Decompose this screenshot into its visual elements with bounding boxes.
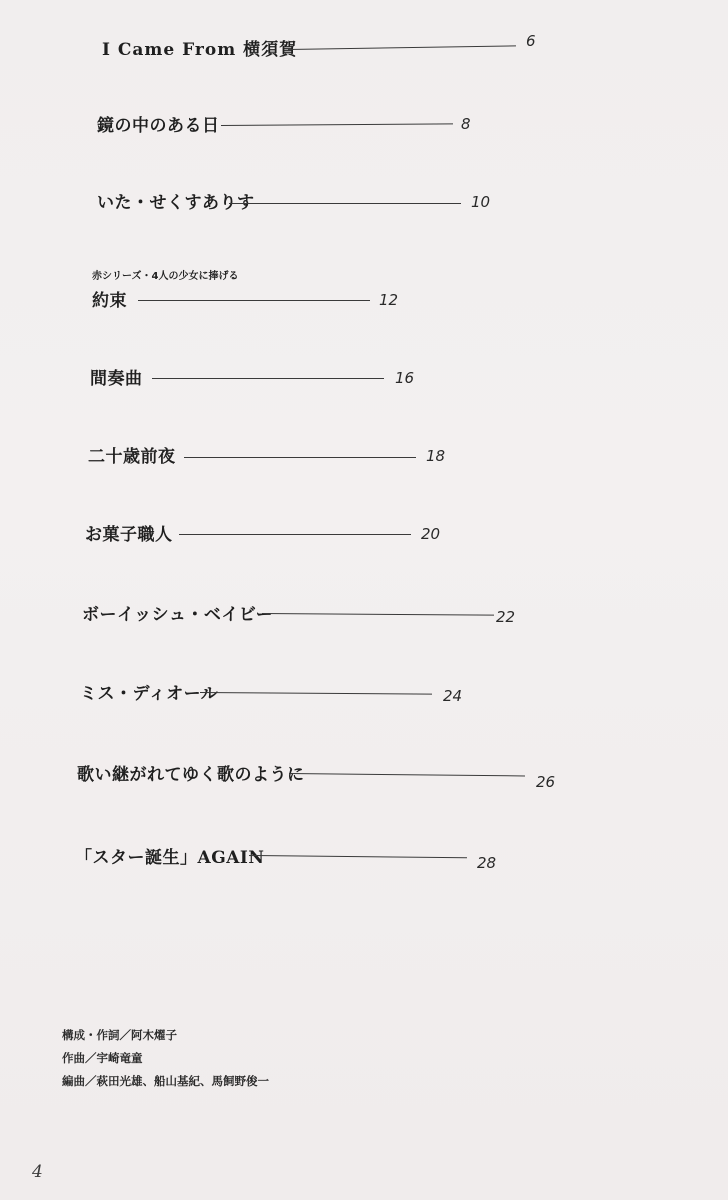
toc-entry-page: 24 (443, 687, 463, 705)
toc-leader-line (288, 45, 516, 50)
toc-entry-page: 16 (395, 369, 415, 387)
toc-entry-title: お菓子職人 (85, 525, 173, 545)
toc-entry (82, 605, 532, 639)
toc-entry-page: 28 (477, 854, 497, 872)
toc-entry-page: 18 (426, 447, 446, 465)
toc-entry (92, 271, 412, 325)
toc-entry (90, 369, 430, 403)
toc-entry (97, 116, 497, 150)
toc-entry-title: ミス・ディオール (80, 684, 219, 704)
toc-entry-title: I Came From 横須賀 (102, 40, 298, 60)
toc-entry-title: 鏡の中のある日 (97, 116, 220, 136)
toc-entry-page: 26 (536, 773, 556, 791)
toc-leader-line (184, 457, 416, 458)
page-number: 4 (32, 1162, 43, 1182)
toc-entry (75, 848, 505, 882)
toc-entry-title: ボーイッシュ・ベイビー (82, 605, 274, 625)
toc-leader-line (152, 378, 384, 379)
toc-entry-title: 二十歳前夜 (88, 447, 176, 467)
toc-entry (102, 32, 542, 74)
toc-leader-line (229, 203, 461, 204)
toc-leader-line (249, 855, 467, 858)
toc-entry-page: 22 (496, 608, 516, 626)
toc-entry-title: 約束 (92, 291, 127, 311)
toc-entry-page: 10 (471, 193, 491, 211)
toc-leader-line (289, 773, 525, 776)
toc-entry-page: 12 (379, 291, 399, 309)
toc-entry-title: 間奏曲 (90, 369, 143, 389)
credits-block (62, 1024, 269, 1093)
toc-entry (97, 193, 517, 227)
toc-entry-title: 「スター誕生」AGAIN (75, 848, 265, 868)
toc-leader-line (262, 613, 494, 616)
toc-entry-page: 6 (526, 32, 536, 50)
toc-entry (88, 447, 468, 481)
credit-music: 作曲／宇崎竜童 (62, 1051, 143, 1065)
toc-entry (77, 765, 567, 799)
credit-lyrics-composition: 構成・作詞／阿木燿子 (62, 1028, 177, 1042)
toc-entry (85, 525, 465, 559)
toc-leader-line (179, 534, 411, 535)
toc-entry-title: いた・せくすありす (97, 193, 255, 213)
toc-entry-title: 歌い継がれてゆく歌のように (77, 765, 305, 785)
toc-entry (80, 684, 480, 718)
toc-entry-page: 20 (421, 525, 441, 543)
toc-leader-line (200, 692, 432, 695)
toc-entry-subtitle: 赤シリーズ・4人の少女に捧げる (92, 271, 239, 282)
toc-entry-page: 8 (461, 115, 471, 133)
credit-arrangement: 編曲／萩田光雄、船山基紀、馬飼野俊一 (62, 1074, 269, 1088)
toc-leader-line (221, 123, 453, 126)
toc-leader-line (138, 300, 370, 301)
